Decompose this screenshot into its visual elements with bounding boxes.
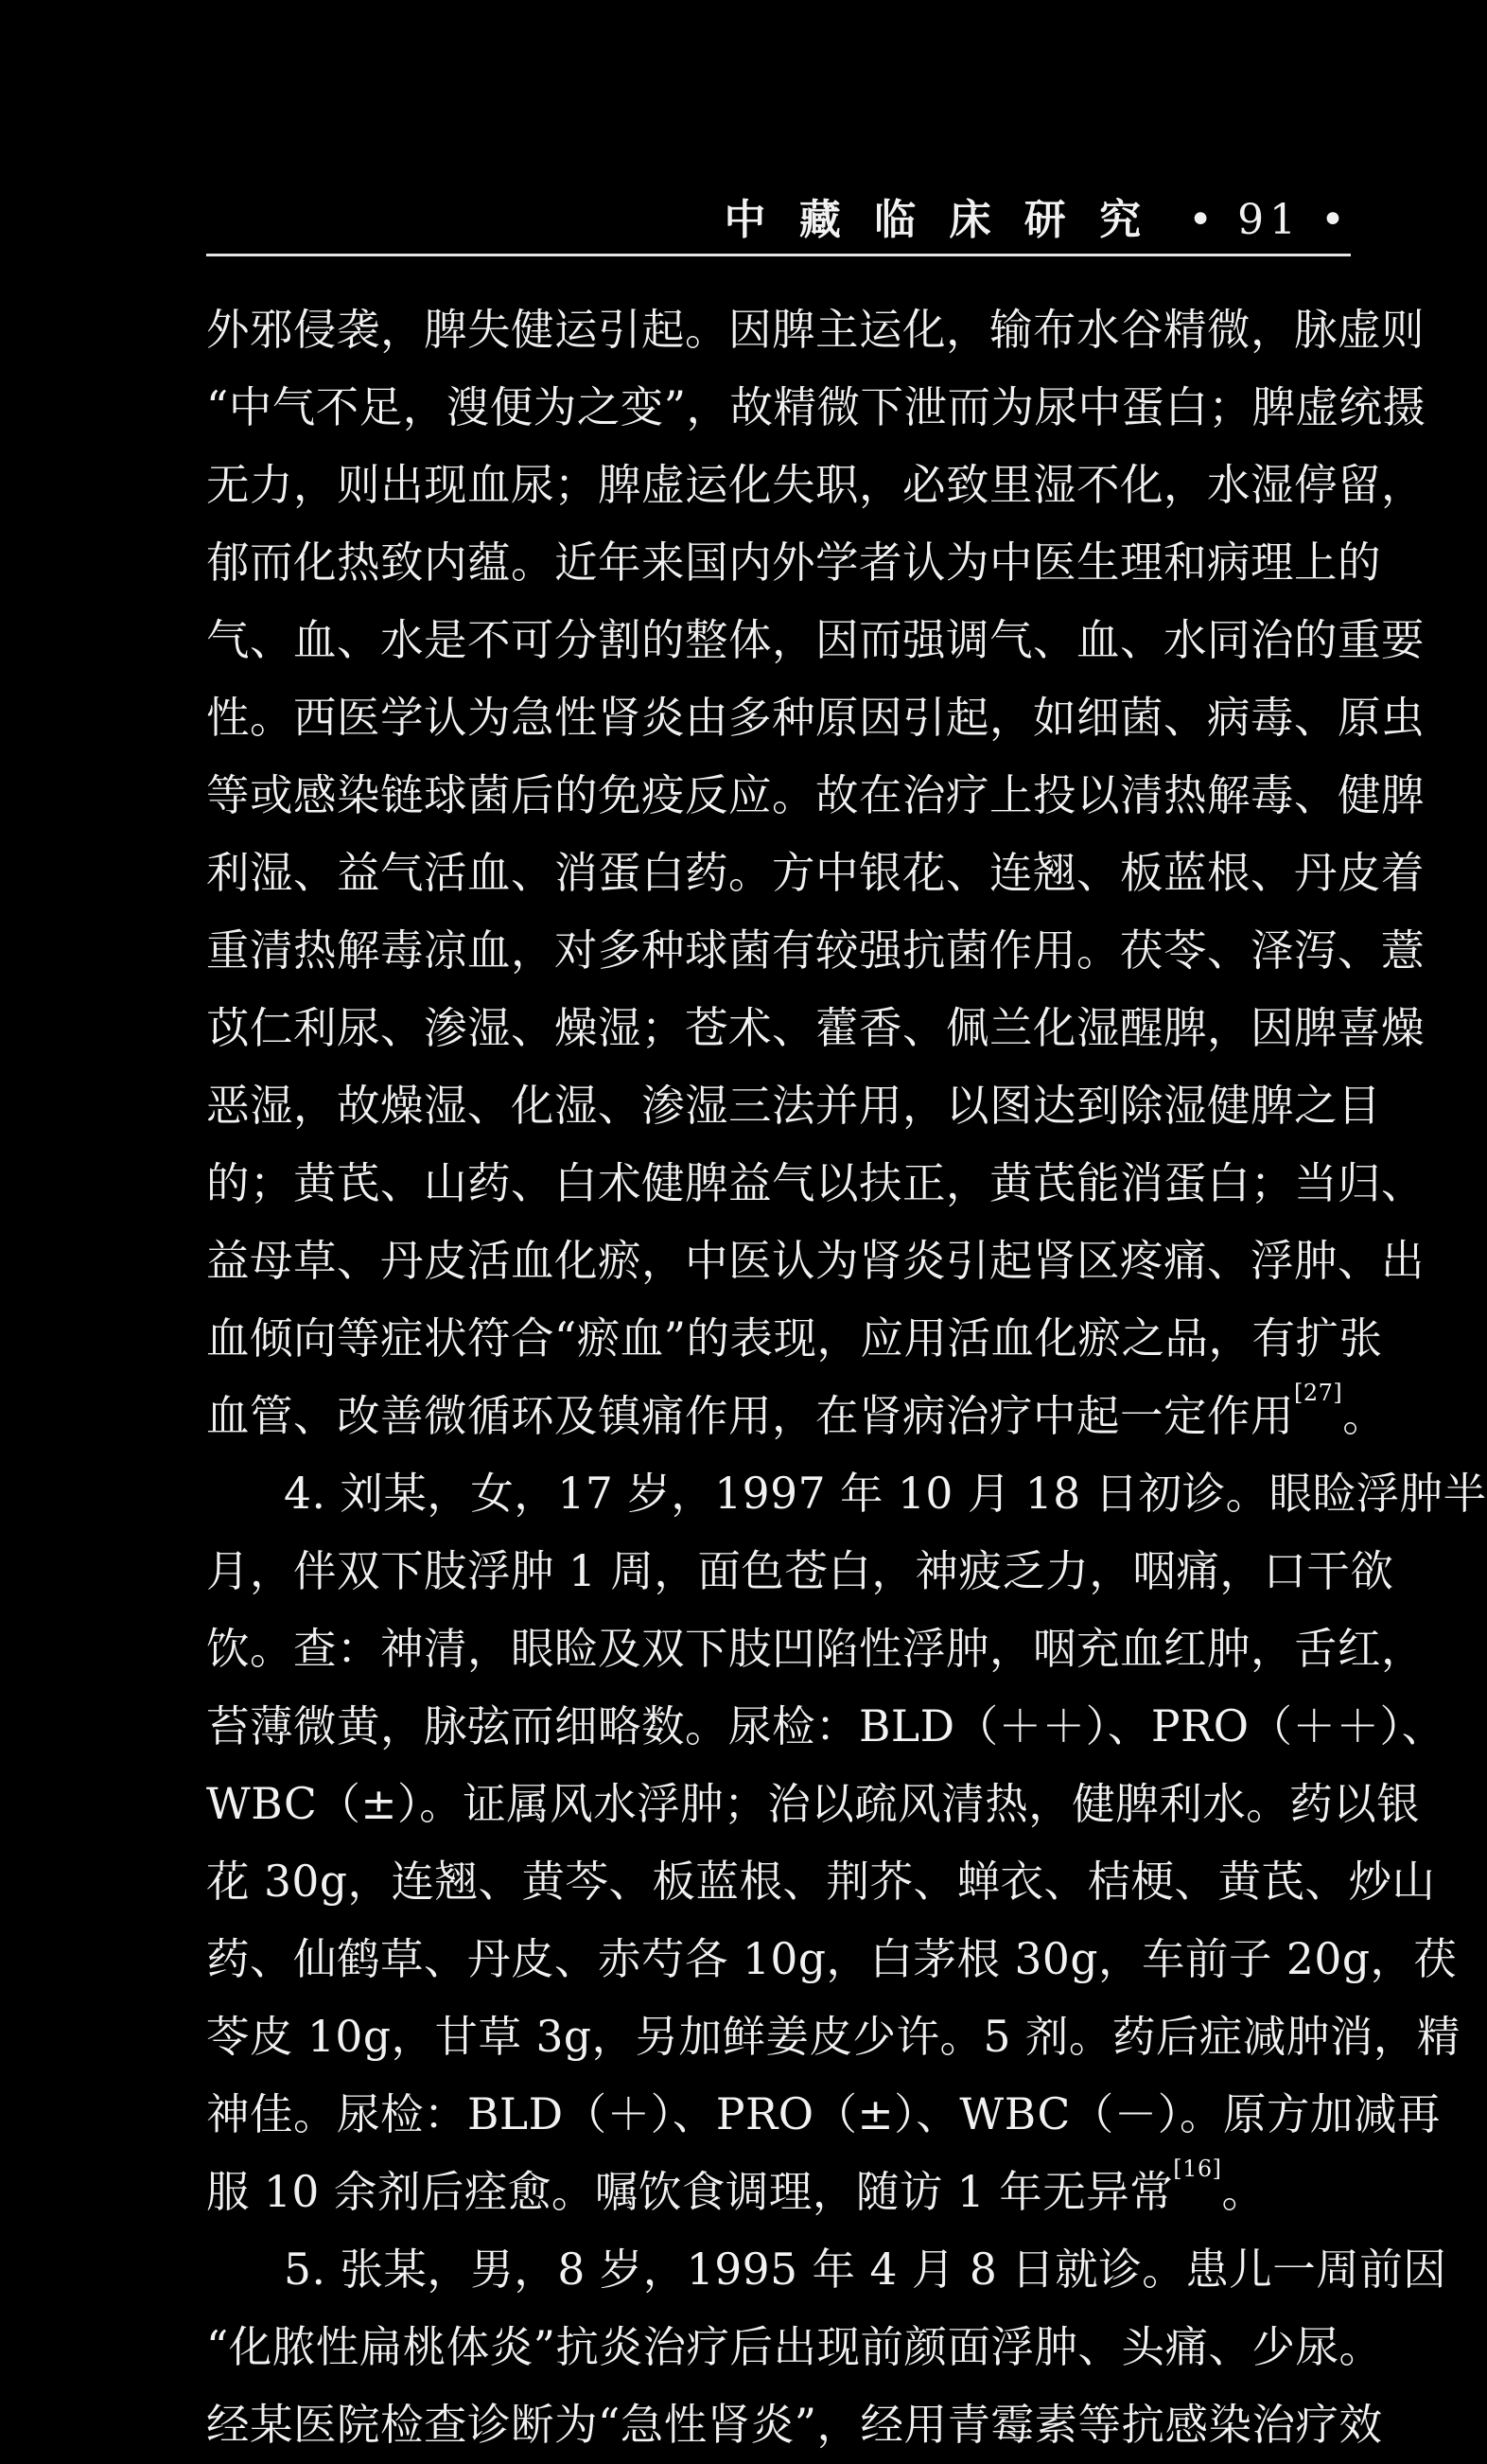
text-line (206, 1843, 1436, 1921)
text-line (206, 2309, 1383, 2386)
line-text: 恶湿，故燥湿、化湿、渗湿三法并用，以图达到除湿健脾之目 (206, 1081, 1382, 1131)
body-text (206, 291, 1487, 2464)
line-text: 的；黄芪、山药、白术健脾益气以扶正，黄芪能消蛋白；当归、 (206, 1158, 1426, 1208)
line-text: “中气不足，溲便为之变”，故精微下泄而为尿中蛋白；脾虚统摄 (206, 382, 1426, 432)
book-title: 中 藏 临 床 研 究 (724, 196, 1151, 244)
text-line (206, 602, 1426, 679)
line-text: 4. 刘某，女，17 岁，1997 年 10 月 18 日初诊。眼睑浮肿半 (284, 1469, 1487, 1519)
line-text: 益母草、丹皮活血化瘀，中医认为肾炎引起肾区疼痛、浮肿、出 (206, 1236, 1426, 1286)
text-line (206, 1766, 1421, 1843)
line-text: 等或感染链球菌后的免疫反应。故在治疗上投以清热解毒、健脾 (206, 770, 1426, 820)
text-line (206, 1067, 1382, 1145)
line-text: 气、血、水是不可分割的整体，因而强调气、血、水同治的重要 (206, 615, 1426, 665)
text-line (206, 1998, 1461, 2076)
text-line (206, 835, 1426, 912)
text-line (206, 1533, 1394, 1610)
text-line (206, 1145, 1426, 1223)
running-header (206, 187, 1351, 254)
header-rule (206, 254, 1351, 256)
line-text: 血倾向等症状符合“瘀血”的表现，应用活血化瘀之品，有扩张 (206, 1313, 1383, 1364)
text-line (206, 912, 1426, 990)
text-line (206, 1455, 1487, 1533)
line-text: 郁而化热致内蕴。近年来国内外学者认为中医生理和病理上的 (206, 537, 1382, 588)
line-text: 服 10 余剂后痊愈。嘱饮食调理，随访 1 年无异常 (206, 2167, 1174, 2217)
line-text: 月，伴双下肢浮肿 1 周，面色苍白，神疲乏力，咽痛，口干欲 (206, 1546, 1394, 1596)
line-text: 经某医院检查诊断为“急性肾炎”，经用青霉素等抗感染治疗效 (206, 2400, 1383, 2450)
text-line (206, 2154, 1351, 2231)
line-end-punct: 。 (1221, 2167, 1266, 2217)
text-line (206, 1688, 1445, 1766)
line-text: WBC（±）。证属风水浮肿；治以疏风清热，健脾利水。药以银 (206, 1779, 1421, 1829)
page-number: • 91 • (1188, 196, 1351, 244)
line-text: 外邪侵袭，脾失健运引起。因脾主运化，输布水谷精微，脉虚则 (206, 305, 1426, 355)
text-line (206, 369, 1426, 447)
citation-ref: [16] (1173, 2156, 1222, 2182)
line-text: 苓皮 10g，甘草 3g，另加鲜姜皮少许。5 剂。药后症减肿消，精 (206, 2012, 1461, 2062)
text-line (206, 1610, 1426, 1688)
text-line (206, 2076, 1442, 2154)
text-line (206, 291, 1426, 369)
text-line (206, 2386, 1383, 2464)
line-text: 神佳。尿检：BLD（＋）、PRO（±）、WBC（－）。原方加减再 (206, 2089, 1442, 2139)
line-text: 饮。查：神清，眼睑及双下肢凹陷性浮肿，咽充血红肿，舌红， (206, 1624, 1426, 1674)
text-line (206, 1223, 1426, 1300)
text-line (206, 1300, 1383, 1378)
text-line (206, 447, 1426, 524)
line-text: “化脓性扁桃体炎”抗炎治疗后出现前颜面浮肿、头痛、少尿。 (206, 2322, 1383, 2372)
line-text: 苔薄微黄，脉弦而细略数。尿检：BLD（＋＋）、PRO（＋＋）、 (206, 1701, 1445, 1751)
text-line (206, 679, 1426, 757)
line-text: 重清热解毒凉血，对多种球菌有较强抗菌作用。茯苓、泽泻、薏 (206, 925, 1426, 976)
line-text: 苡仁利尿、渗湿、燥湿；苍术、藿香、佩兰化湿醒脾，因脾喜燥 (206, 1003, 1426, 1053)
text-line (206, 990, 1426, 1067)
line-text: 无力，则出现血尿；脾虚运化失职，必致里湿不化，水湿停留， (206, 460, 1426, 510)
text-line (206, 1378, 1387, 1455)
line-text: 5. 张某，男，8 岁，1995 年 4 月 8 日就诊。患儿一周前因 (284, 2244, 1447, 2295)
line-text: 花 30g，连翘、黄芩、板蓝根、荆芥、蝉衣、桔梗、黄芪、炒山 (206, 1857, 1436, 1907)
line-text: 性。西医学认为急性肾炎由多种原因引起，如细菌、病毒、原虫 (206, 693, 1426, 743)
text-line (206, 2231, 1447, 2309)
text-line (206, 524, 1382, 602)
line-text: 利湿、益气活血、消蛋白药。方中银花、连翘、板蓝根、丹皮着 (206, 848, 1426, 898)
line-text: 药、仙鹤草、丹皮、赤芍各 10g，白茅根 30g，车前子 20g，茯 (206, 1934, 1458, 1984)
citation-ref: [27] (1294, 1380, 1343, 1406)
text-line (206, 757, 1426, 835)
text-line (206, 1921, 1458, 1998)
line-text: 血管、改善微循环及镇痛作用，在肾病治疗中起一定作用 (206, 1391, 1295, 1441)
line-end-punct: 。 (1342, 1391, 1387, 1441)
